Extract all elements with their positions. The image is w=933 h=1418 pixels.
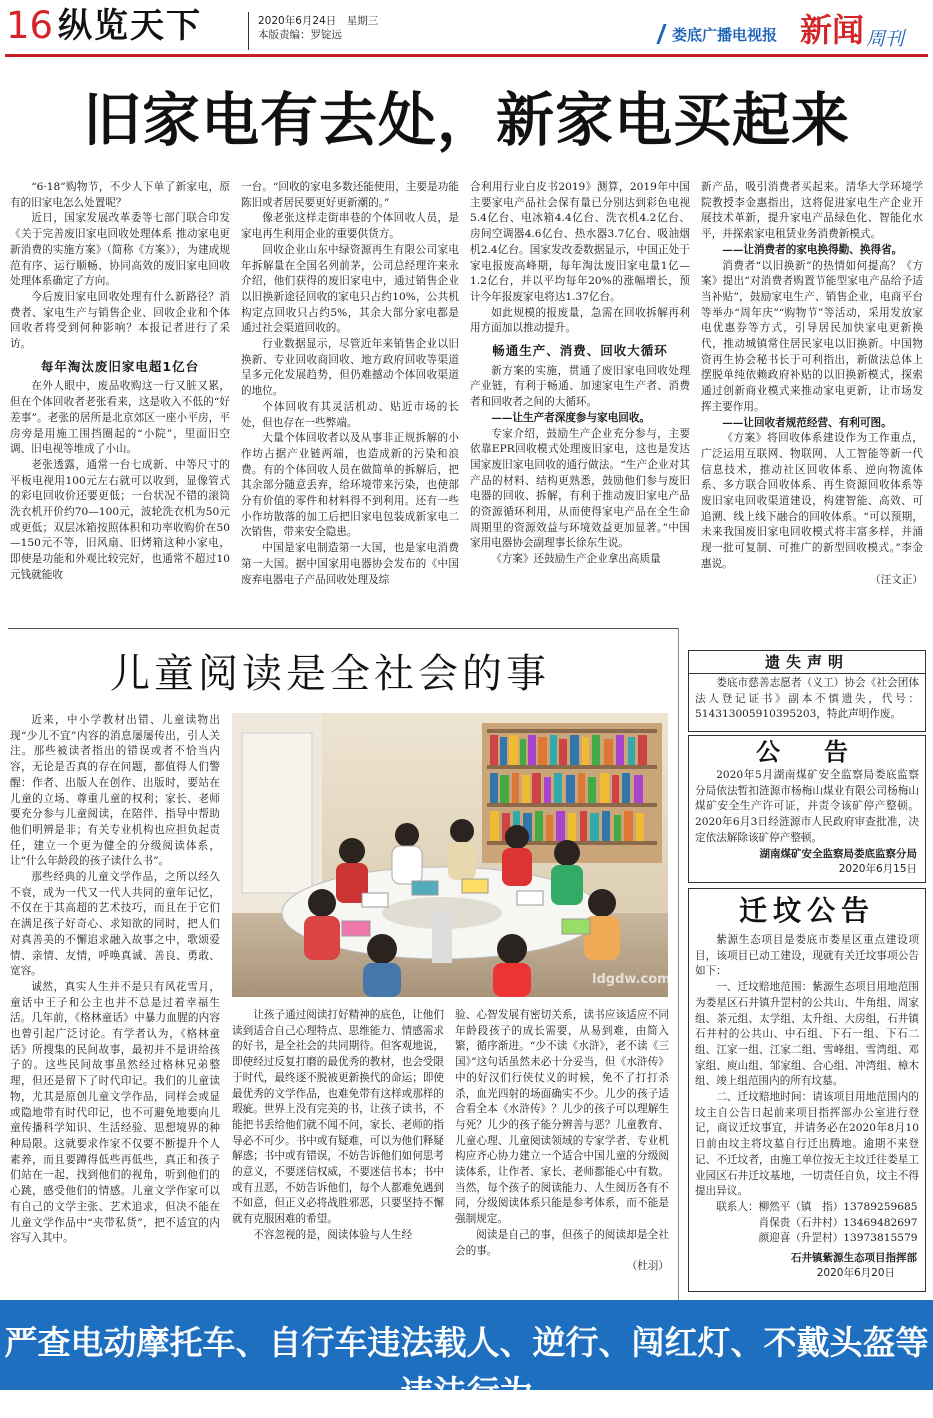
paragraph: “6·18”购物节，不少人下单了新家电，原有的旧家电怎么处置呢？ bbox=[10, 181, 230, 209]
paragraph: 不容忽视的是，阅读体验与人生经 bbox=[253, 1228, 413, 1241]
dash-heading: ——让生产者深度参与家电回收。 bbox=[491, 411, 651, 424]
article1-column-4 bbox=[701, 180, 923, 620]
page-number: 16 bbox=[6, 4, 54, 47]
paragraph: 阅读是自己的事，但孩子的阅读却是全社会的事。 bbox=[455, 1228, 669, 1257]
paragraph: 大量个体回收者以及从事非正规拆解的小作坊占据产业链两端，也造成新的污染和浪费。有的个体回收人员在做简单的拆解后，把其余部分随意丢弃，给环境带来污染，也使部分有价值的零件和材料得不到利用。还有一些小作坊散落的加工后把旧家电包装成新家电二次销售，带来安全隐患。 bbox=[241, 432, 459, 539]
announcement-date: 2020年6月15日 bbox=[838, 862, 917, 875]
paragraph: 娄底市慈善志愿者（义工）协会《社会团体法人登记证书》副本不慎遗失，代号：514313005910395203，特此声明作废。 bbox=[695, 677, 919, 721]
paragraph: 验、心智发展有密切关系，读书应该适应不同年龄段孩子的成长需要，从易到难，由简入繁，循序渐进。“少不读《水浒》，老不读《三国》”这句话虽然未必十分妥当，但《水浒传》中的好汉们行侠仗义的时候，免不了打打杀杀，血光四射的场面确实不少。儿少的孩子适合看全本《水浒传》？儿少的孩子可以理解生与死？儿少的孩子能分辨善与恶？儿童教育、儿童心理、儿童阅读领域的专家学者、专业机构应齐心协力建立一个适合中国儿童的分级阅读体系，让作者、家长、老师都能心中有数。当然，每个孩子的阅读能力、人生阅历各有不同，分级阅读体系只能是参考体系，而不能是强制规定。 bbox=[455, 1009, 669, 1226]
paragraph: 中国是家电制造第一大国，也是家电消费第一大国。据中国家用电器协会发布的《中国废弃电器电子产品回收处理及综 bbox=[241, 542, 459, 586]
paragraph: 专家介绍，鼓励生产企业充分参与，主要依靠EPR回收模式处理废旧家电，这也是发达国家废旧家电回收的通行做法。“生产企业对其产品的材料、结构更熟悉，鼓励他们参与废旧电器的回收、拆解，有利于推动废旧家电产品的资源循环利用，从而使得家电产品在全生命周期里的资源效益与环境效益更加显著。”中国家用电器协会副理事长徐东生说。 bbox=[470, 427, 690, 550]
paragraph: 二、迁坟赔地时间：请该项目用地范围内的坟主自公告日起前来项目指挥部办公室进行登记，商议迁坟事宜，并请务必在2020年8月10日前由坟主将坟墓自行迁出腾地。逾期不来登记、不迁坟者，由施工单位按无主坟迁往娄星工业园区石井迁坟基地，一切责任自负，坟主不得提出异议。 bbox=[695, 1091, 919, 1198]
paragraph: 一台。“回收的家电多数还能使用，主要是功能陈旧或者居民要更好更新潮的。” bbox=[241, 181, 459, 209]
paragraph: 回收企业山东中绿资源再生有限公司家电年拆解量在全国名列前茅，公司总经理许来永介绍，他们获得的废旧家电中，通过销售企业以旧换新途径回收的家电只占约10%，公共机构定点回收只占约5%，其余大部分家电都是通过社会渠道回收的。 bbox=[241, 243, 459, 335]
dash-heading: ——让回收者规范经营、有利可图。 bbox=[722, 416, 892, 429]
paragraph: 2020年5月湖南煤矿安全监察局娄底监察分局依法暂扣涟源市杨梅山煤业有限公司杨梅山煤矿安全生产许可证，并责令该矿停产整顿。2020年6月3日经涟源市人民政府审查批准，决定依法解除该矿停产整顿。 bbox=[695, 769, 919, 844]
grave-relocation-box bbox=[688, 888, 926, 1292]
section-divider bbox=[8, 628, 678, 629]
contact-item: 肖保贵（石井村）13469482697 bbox=[758, 1216, 918, 1229]
page-editor: 本版责编：罗锭远 bbox=[258, 29, 342, 41]
article1-subhead-1: 每年淘汰废旧家电超1亿台 bbox=[40, 358, 200, 374]
announcement-title: 公 告 bbox=[756, 738, 858, 766]
paragraph: 新方案的实施，贯通了废旧家电回收处理产业链，有利于畅通、加速家电生产者、消费者和回收者之间的大循环。 bbox=[470, 364, 690, 409]
paragraph: 老张透露，通常一台七成新、中等尺寸的平板电视用100元左右就可以收到，显像管式的彩电回收价还要更低；一台状况不错的滚筒洗衣机开价约70—100元，波轮洗衣机为50元或更低；双层冰箱按照体积和功率收购价在50—150元不等，旧风扇、旧烤箱这种小家电，即使是功能和外观比较完好，也通常不超过10元钱就能收 bbox=[10, 458, 230, 581]
paragraph: 紫源生态项目是娄底市娄星区重点建设项目，该项目已动工建设，现就有关迁坟事项公告如下： bbox=[695, 934, 919, 978]
paragraph: 让孩子通过阅读打好精神的底色，让他们读到适合自己心理特点、思维能力、情感需求的好书，是全社会的共同期待。但客观地说，即使经过反复打磨的最优秀的教材，也会受限于时代，最终逐不脱被更新换代的命运；即使最优秀的文学作品，也难免带有这样或那样的瑕疵。世界上没有完美的书，让孩子读书，不能把书丢给他们就不闻不问，家长、老师的指导必不可少。书中或有疑难，可以为他们释疑解惑；书中或有错误，不妨告诉他们如何思考的意义，不要迷信权威，不要迷信书本；书中或有丑恶，不妨告诉他们，每个人都难免遇到不如意，但正义必将战胜邪恶，只要坚持不懈就有克服困难的希望。 bbox=[232, 1009, 444, 1226]
article1-subhead-2: 畅通生产、消费、回收大循环 bbox=[492, 343, 668, 359]
paragraph: 近来，中小学教材出错、儿童读物出现“少儿不宜”内容的消息屡屡传出，引人关注。那些被读者指出的错误或者不恰当内容，无论是否真的存在问题，都值得人们警醒：作者、出版人在创作、出版时，要站在儿童的立场、尊重儿童的权利；家长、老师要充分参与儿童阅读，在陪伴、指导中帮助他们明辨是非；有关专业机构也应担负起责任，建立一个更为健全的分级阅读体系，让“什么年龄段的孩子读什么书”。 bbox=[10, 714, 220, 868]
contact-item: 柳然平（镇 指）13789259685 bbox=[758, 1200, 918, 1213]
contact-block bbox=[695, 1200, 919, 1247]
grave-relocation-date: 2020年6月20日 bbox=[816, 1267, 895, 1280]
article1-headline: 旧家电有去处，新家电买起来 bbox=[82, 86, 850, 154]
article1-source: （汪文正） bbox=[870, 573, 923, 586]
library-scene-icon bbox=[232, 713, 671, 997]
paragraph: 在外人眼中，废品收购这一行又脏又累，但在个体回收者老张看来，这是收入不低的“好差事”。老张的居所是北京郊区一座小平房，平房旁是用施工围挡圈起的“小院”，里面旧空调、旧电视等堆成了小山。 bbox=[10, 380, 230, 456]
grave-relocation-signer: 石井镇紫源生态项目指挥部 bbox=[791, 1252, 917, 1265]
grave-relocation-body bbox=[689, 933, 925, 1247]
brand-name: 娄底广播电视报 bbox=[672, 26, 778, 44]
paragraph: 个体回收有其灵活机动、贴近市场的长处，但也存在一些弊端。 bbox=[241, 400, 459, 429]
paragraph: 《方案》还鼓励生产企业拿出高质量 bbox=[491, 553, 661, 566]
announcement-box bbox=[688, 735, 926, 883]
lost-declaration-box bbox=[688, 650, 926, 732]
article1-column-1 bbox=[10, 180, 230, 620]
grave-relocation-title: 迁坟公告 bbox=[738, 894, 875, 927]
paragraph: 新产品，吸引消费者买起来。清华大学环境学院教授李金惠指出，这将促进家电生产企业开展技术革新，提升家电产品绿色化、智能化水平，并探索家电租赁业务消费新模式。 bbox=[701, 181, 923, 241]
lost-declaration-body bbox=[689, 676, 925, 723]
article2-column-1 bbox=[10, 713, 220, 1293]
contact-label: 联系人： bbox=[716, 1200, 759, 1213]
header-meta bbox=[258, 14, 378, 42]
paragraph: 如此规模的报废量，急需在回收拆解再利用方面加以推动提升。 bbox=[470, 306, 690, 335]
article2-source: （杜羽） bbox=[626, 1260, 669, 1273]
notice-divider bbox=[678, 628, 679, 1300]
lost-declaration-title: 遗失声明 bbox=[689, 651, 925, 674]
children-reading-photo bbox=[232, 713, 671, 997]
section-title: 纵览天下 bbox=[58, 6, 202, 46]
bottom-banner-text: 严查电动摩托车、自行车违法载人、逆行、闯红灯、不戴头盔等违法行为 bbox=[4, 1323, 929, 1412]
paragraph: 那些经典的儿童文学作品，之所以经久不衰，成为一代又一代人共同的童年记忆，不仅在于其高超的艺术技巧，而且在于它们在满足孩子好奇心、求知欲的同时，把人们对真善美的不懈追求融入故事之中，歌颂爱情、亲情、友情，呼唤真诚、善良、勇敢、宽容。 bbox=[10, 871, 220, 978]
dash-heading: ——让消费者的家电换得勤、换得省。 bbox=[722, 243, 903, 256]
paragraph: 近日，国家发展改革委等七部门联合印发《关于完善废旧家电回收处理体系 推动家电更新消费的实施方案》（简称《方案》），为建成规范有序、运行顺畅、协同高效的废旧家电回收处理体系确定了方向。 bbox=[10, 212, 230, 288]
issue-date: 2020年6月24日 星期三 bbox=[258, 15, 379, 27]
paragraph: 消费者“以旧换新”的热情如何提高？《方案》提出“对消费者购置节能型家电产品给予适当补贴”，鼓励家电生产、销售企业，电商平台等举办“周年庆”“购物节”等活动，采用发放家电优惠券等方式，引导居民加快家电更新换代，推动城镇常住居民家电以旧换新。中国物资再生协会秘书长于可利指出，新做法总体上摆脱单纯依赖政府补贴的以旧换新模式，探索通过创新商业模式来推动家电更新，让市场发挥主要作用。 bbox=[701, 259, 923, 413]
brand-news: 新闻 bbox=[800, 11, 865, 49]
brand-slash-icon bbox=[656, 24, 666, 44]
announcement-signer: 湖南煤矿安全监察局娄底监察分局 bbox=[759, 847, 917, 860]
header-rule bbox=[5, 54, 928, 57]
paragraph: 行业数据显示，尽管近年来销售企业以旧换新、专业回收商回收、地方政府回收等渠道呈多元化发展趋势，但仍难撼动个体回收渠道的地位。 bbox=[241, 338, 459, 398]
announcement-body bbox=[689, 768, 925, 847]
article1-column-2 bbox=[241, 180, 459, 620]
brand-weekly: 周刊 bbox=[866, 28, 905, 50]
paragraph: 诚然，真实人生并不是只有风花雪月，童话中王子和公主也并不总是过着幸福生活。几年前，《格林童话》中暴力血腥的内容也曾引起广泛讨论。有学者认为，《格林童话》所搜集的民间故事，最初并不是讲给孩子的。这些民间故事虽然经过格林兄弟整理，但还是留下了时代印记。我们的儿童读物，尤其是原创儿童文学作品，同样会或显或隐地带有时代印记，也不可避免地要向儿童传播科学知识、生活经验、思想境界的种种局限。这就要求作家不仅要不断提升个人素养，而且要蹲得低些再低些，真正和孩子们站在一起，找到他们的视角，听到他们的心跳，感受他们的情感。儿童文学作家可以有自己的文学主张、艺术追求，但决不能在儿童文学作品中“夹带私货”，把不适宜的内容写入其中。 bbox=[10, 980, 220, 1245]
contact-list bbox=[759, 1200, 918, 1247]
article2-column-2 bbox=[232, 1008, 444, 1293]
paragraph: 《方案》将回收体系建设作为工作重点，广泛运用互联网、物联网、人工智能等新一代信息技术，推动社区回收体系、逆向物流体系、多方联合回收体系、再生资源回收体系等废旧家电回收渠道建设，构建智能、高效、可追溯、线上线下融合的回收体系。“可以预期，未来我国废旧家电回收模式将丰富多样，并涌现一批可复制、可推广的新型回收模式。”李金惠说。 bbox=[701, 432, 923, 570]
paragraph: 今后废旧家电回收处理有什么新路径？消费者、家电生产与销售企业、回收企业和个体回收者将受到何种影响？本报记者进行了采访。 bbox=[10, 290, 230, 351]
photo-watermark: ldgdw.com bbox=[592, 972, 671, 987]
paragraph: 合利用行业白皮书2019》测算，2019年中国主要家电产品社会保有量已分别达到彩色电视5.4亿台、电冰箱4.4亿台、洗衣机4.2亿台、房间空调器4.6亿台、热水器3.7亿台、吸油烟机2.4亿台。国家发改委数据显示，中国正处于家电报废高峰期，每年淘汰废旧家电量1亿—1.2亿台，并以平均每年20%的涨幅增长，预计今年报废家电将达1.37亿台。 bbox=[470, 181, 690, 303]
article2-headline: 儿童阅读是全社会的事 bbox=[110, 651, 550, 697]
paragraph: 一、迁坟赔地范围：紫源生态项目用地范围为娄星区石井镇升罡村的公共山、牛角组、周家组、茶元组、太学组、太升组、大房组，石井镇石井村的公共山、中石组、下石一组、下石二组、江家一组、江家二组、雪峰组、雪湾组、邓家组、庾山组、邹家组、合心组、冲湾组、樟木组、竣上组范围内的所有坟墓。 bbox=[695, 981, 919, 1088]
article2-column-3 bbox=[455, 1008, 669, 1293]
contact-item: 颜迎喜（升罡村）13973815579 bbox=[758, 1232, 918, 1245]
article1-column-3 bbox=[470, 180, 690, 620]
header-divider bbox=[248, 12, 249, 50]
paragraph: 像老张这样走街串巷的个体回收人员，是家电再生利用企业的重要供货方。 bbox=[241, 212, 459, 241]
